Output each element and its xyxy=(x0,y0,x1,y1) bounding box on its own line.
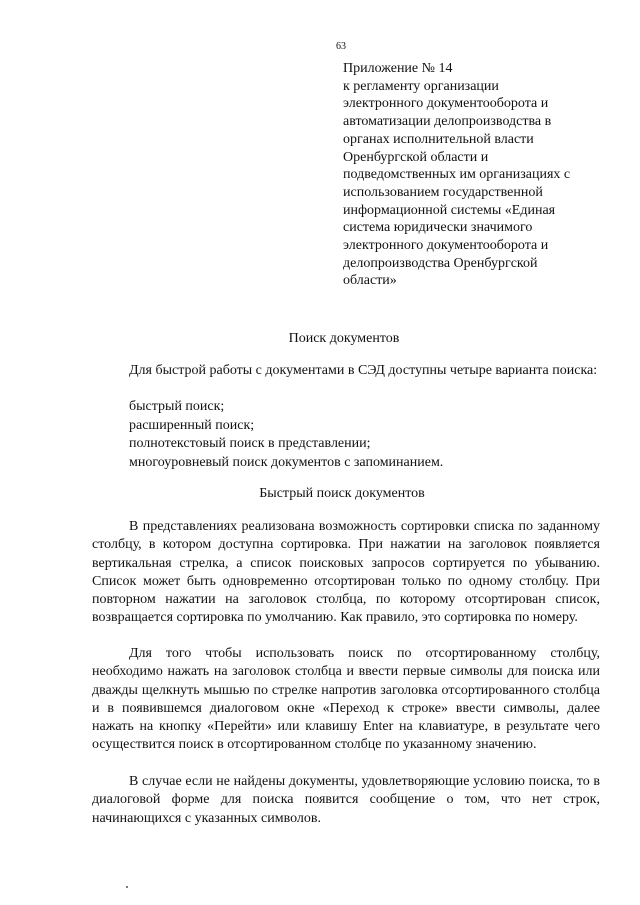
body-paragraph: В случае если не найдены документы, удовлетворяющие условию поиска, то в диалоговой форме для поиска появится сообщение о том, что нет строк, начинающихся с указанных символов. xyxy=(92,774,600,826)
appendix-header xyxy=(343,60,605,290)
intro-paragraph: Для быстрой работы с документами в СЭД доступны четыре варианта поиска: xyxy=(129,363,598,378)
section-title: Поиск документов xyxy=(288,331,400,346)
list-item: полнотекстовый поиск в представлении; xyxy=(129,436,371,451)
appendix-line: информационной системы «Единая xyxy=(343,202,556,218)
appendix-line: области» xyxy=(343,273,397,289)
list-item: расширенный поиск; xyxy=(129,417,255,433)
appendix-line: автоматизации делопроизводства в xyxy=(343,114,552,130)
subsection-title: Быстрый поиск документов xyxy=(259,486,425,501)
appendix-line: Оренбургской области и xyxy=(343,149,489,165)
page-number: 63 xyxy=(336,41,346,52)
scan-speck xyxy=(126,886,128,888)
appendix-line: органах исполнительной власти xyxy=(343,131,534,147)
list-item: быстрый поиск; xyxy=(129,399,225,414)
appendix-line: система юридически значимого xyxy=(343,220,533,236)
appendix-line: использованием государственной xyxy=(343,184,543,200)
appendix-line: электронного документооборота и xyxy=(343,96,549,112)
body-paragraph: Для того чтобы использовать поиск по отсортированному столбцу, необходимо нажать на заголовок столбца и ввести первые символы для поиска или дважды щелкнуть мышью по стрелке напротив заголовка отсортированного столбца и в появившемся диалоговом окне «Переход к строке» ввести символы, далее нажать на кнопку «Перейти» или клавишу Enter на клавиатуре, в результате чего осуществится поиск в отсортированном столбце по указанному значению. xyxy=(92,646,600,753)
appendix-line: Приложение № 14 xyxy=(343,61,453,76)
appendix-line: электронного документооборота и xyxy=(343,238,549,254)
list-item: многоуровневый поиск документов с запоминанием. xyxy=(129,454,444,470)
body-paragraph: В представлениях реализована возможность сортировки списка по заданному столбцу, в котором доступна сортировка. При нажатии на заголовок появляется вертикальная стрелка, а список поисковых запросов сортируется по убыванию. Список может быть одновременно отсортирован только по одному столбцу. При повторном нажатии на заголовок столбца, по которому отсортирован список, возвращается сортировка по умолчанию. Как правило, это сортировка по номеру. xyxy=(92,519,600,626)
search-types-list xyxy=(129,398,443,472)
appendix-line: к регламенту организации xyxy=(343,78,499,94)
appendix-line: подведомственных им организациях с xyxy=(343,167,571,183)
appendix-line: делопроизводства Оренбургской xyxy=(343,255,538,271)
